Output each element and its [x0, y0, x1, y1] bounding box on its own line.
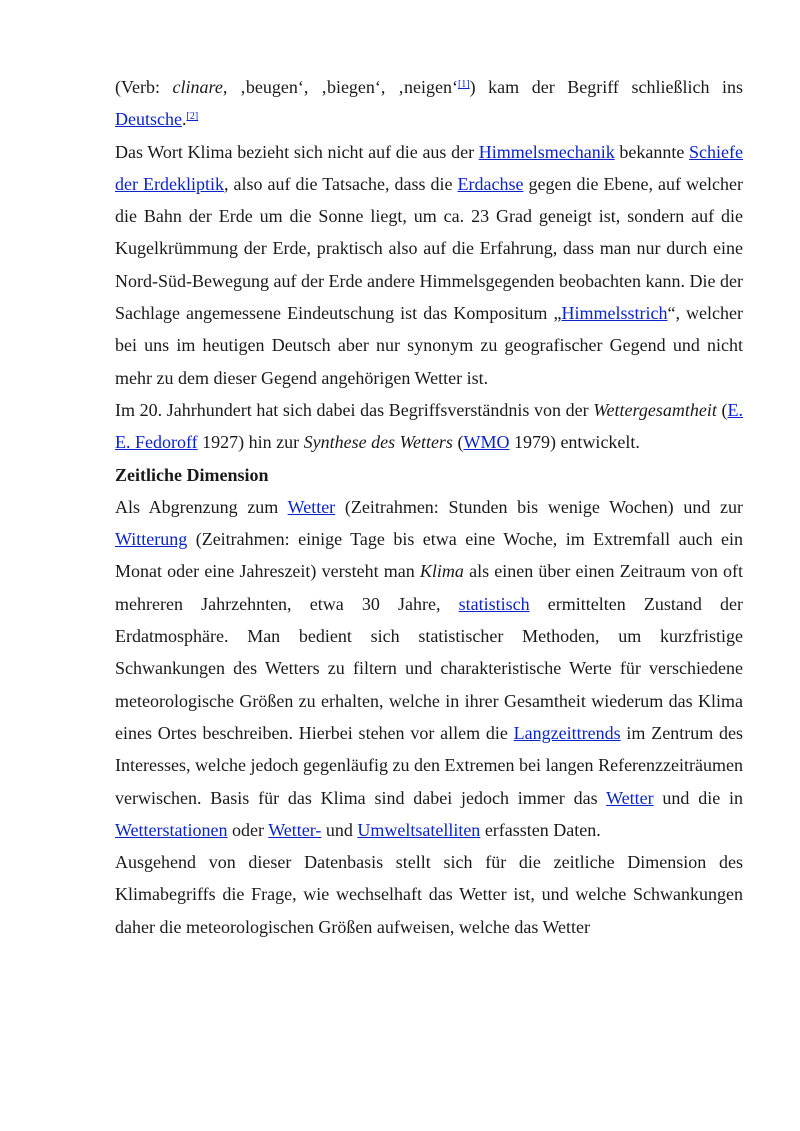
emphasis: Klima	[419, 561, 464, 582]
link-wetterstationen[interactable]: Wetterstationen	[115, 819, 228, 840]
footnote-link[interactable]: [2]	[186, 111, 199, 123]
text: gegen die Ebene, auf welcher die Bahn der Erde um die Sonne liegt, um ca. 23 Grad geneigt ist, sondern auf die Kugelkrümmung der Erde, praktisch also auf die Erfahrung, dass man nur durch eine Nord-Süd-Bewegung auf der Erde andere Himmelsgegenden beobachten kann. Die der Sachlage angemessene Eindeutschung ist das Kompositum „	[115, 173, 743, 324]
text: ermittelten Zustand der Erdatmosphäre. Man bedient sich statistischer Methoden, um kurzfristige Schwankungen des Wetters zu filtern und charakteristische Werte für verschiedene meteorologische Größen zu erhalten, welche in ihrer Gesamtheit wiederum das Klima eines Ortes beschreiben. Hierbei stehen vor allem die	[115, 593, 743, 743]
text: , ‚beugen‘, ‚biegen‘, ‚neigen‘	[222, 77, 458, 97]
text: (Zeitrahmen: Stunden bis wenige Wochen) und zur	[335, 496, 743, 517]
text: Als Abgrenzung zum	[115, 496, 288, 517]
link-witterung[interactable]: Witterung	[115, 529, 188, 550]
text: Ausgehend von dieser Datenbasis stellt sich für die zeitliche Dimension des Klimabegriffs die Frage, wie wechselhaft das Wetter ist, und welche Schwankungen daher die meteorologischen Größen aufweisen, welche das Wetter	[115, 852, 743, 937]
text: Das Wort Klima bezieht sich nicht auf die aus der	[115, 141, 479, 162]
text: und	[321, 819, 358, 840]
link-statistisch[interactable]: statistisch	[458, 593, 530, 614]
text: oder	[227, 819, 269, 840]
link-wetter[interactable]: Wetter	[287, 496, 336, 517]
text: (Zeitrahmen: einige Tage bis etwa eine Woche, im Extremfall auch ein Monat oder eine Jahreszeit) versteht man	[115, 529, 743, 582]
paragraph-abgrenzung	[115, 491, 743, 846]
emphasis: Wettergesamtheit	[593, 399, 717, 420]
document-page	[115, 71, 743, 943]
link-wetter-2[interactable]: Wetter	[606, 787, 654, 808]
link-wettersatelliten[interactable]: Wetter-	[268, 819, 322, 840]
text: (Verb:	[115, 77, 173, 97]
link-himmelsmechanik[interactable]: Himmelsmechanik	[478, 141, 615, 162]
paragraph-klima-word	[115, 136, 743, 394]
link-umweltsatelliten[interactable]: Umweltsatelliten	[357, 819, 481, 840]
text: “, welcher bei uns im heutigen Deutsch aber nur synonym zu geografischer Gegend und nicht mehr zu dem dieser Gegend angehörigen Wetter ist.	[115, 303, 744, 388]
text: ) kam der Begriff schließlich ins	[469, 77, 744, 97]
text: Im 20. Jahrhundert hat sich dabei das Begriffsverständnis von der	[115, 399, 594, 420]
latin-word: clinare	[172, 77, 223, 97]
link-schiefe-der-erdekliptik[interactable]: Schiefe der Erdekliptik	[115, 141, 743, 194]
link-fedoroff[interactable]: E. E. Fedoroff	[115, 399, 743, 453]
text: 1927) hin zur	[197, 432, 304, 453]
text: , also auf die Tatsache, dass die	[224, 173, 458, 194]
text: und die in	[653, 787, 743, 808]
text: .	[181, 109, 187, 130]
text: als einen über einen Zeitraum von oft mehreren Jahrzehnten, etwa 30 Jahre,	[115, 561, 744, 614]
emphasis: Synthese des Wetters	[303, 432, 453, 453]
section-heading: Zeitliche Dimension	[115, 464, 269, 485]
footnote-ref-1[interactable]	[458, 79, 470, 90]
text: (	[452, 432, 464, 453]
text: 1979) entwickelt.	[509, 432, 640, 453]
link-deutsche[interactable]: Deutsche	[115, 109, 182, 130]
paragraph-etymology	[115, 71, 743, 136]
link-langzeittrends[interactable]: Langzeittrends	[513, 722, 621, 743]
text: im Zentrum des Interesses, welche jedoch gegenläufig zu den Extremen bei langen Referenzzeiträumen verwischen. Basis für das Klima sind dabei jedoch immer das	[115, 722, 743, 808]
text: bekannte	[614, 141, 690, 162]
paragraph-20th-century	[115, 394, 743, 459]
footnote-link[interactable]: [1]	[457, 79, 470, 90]
text: erfassten Daten.	[480, 819, 601, 840]
text: (	[716, 399, 728, 420]
paragraph-datenbasis	[115, 846, 743, 943]
footnote-ref-2[interactable]	[186, 111, 198, 122]
link-erdachse[interactable]: Erdachse	[457, 173, 524, 194]
link-himmelsstrich[interactable]: Himmelsstrich	[561, 303, 668, 324]
link-wmo[interactable]: WMO	[463, 432, 510, 453]
